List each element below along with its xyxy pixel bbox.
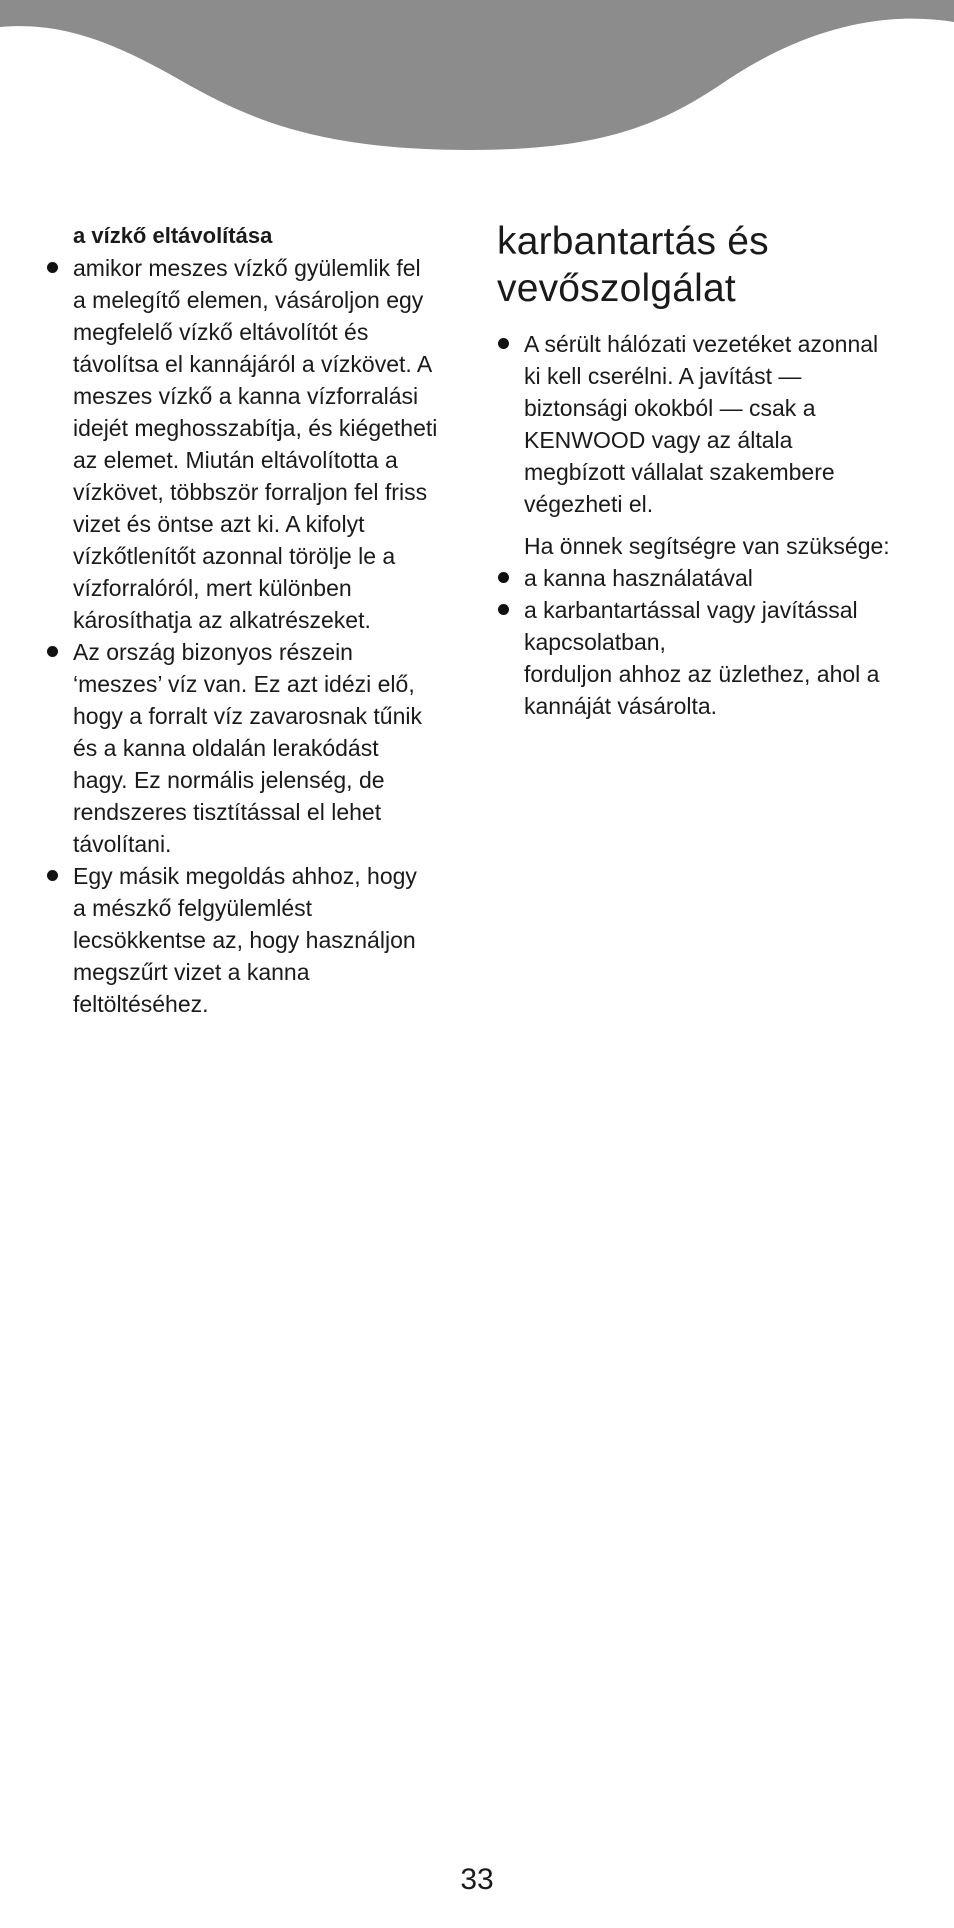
text-line: rendszeres tisztítással el lehet — [73, 799, 382, 825]
text-line: távolítani. — [73, 831, 172, 857]
text-line: megszűrt vizet a kanna — [73, 959, 310, 985]
bullet-icon — [498, 572, 509, 583]
text-line: lecsökkentse az, hogy használjon — [73, 927, 416, 953]
text-line: feltöltéséhez. — [73, 991, 209, 1017]
text-line: a karbantartással vagy javítással — [524, 597, 858, 623]
header-wave-band — [0, 0, 954, 160]
text-line: Az ország bizonyos részein — [73, 639, 353, 665]
title-line: karbantartás és — [497, 220, 769, 263]
text-line: végezheti el. — [524, 491, 654, 517]
page-title — [497, 218, 927, 312]
list-item — [46, 636, 466, 860]
left-column — [46, 220, 466, 1020]
section-subheading: a vízkő eltávolítása — [73, 223, 273, 248]
text-line: a kanna használatával — [524, 565, 753, 591]
text-line: biztonsági okokból — csak a — [524, 395, 816, 421]
bullet-icon — [498, 338, 509, 349]
bullet-icon — [498, 604, 509, 615]
text-line: hogy a forralt víz zavarosnak tűnik — [73, 703, 422, 729]
list-item — [497, 562, 927, 594]
closing-paragraph — [497, 658, 927, 722]
text-line: vízkőtlenítőt azonnal törölje le a — [73, 543, 396, 569]
text-line: idejét meghosszabítja, és kiégetheti — [73, 415, 438, 441]
page-number: 33 — [460, 1863, 494, 1896]
maintenance-bullet-list — [497, 328, 927, 520]
text-line: A sérült hálózati vezetéket azonnal — [524, 331, 879, 357]
bullet-icon — [47, 262, 58, 273]
text-line: a mészkő felgyülemlést — [73, 895, 313, 921]
text-line: kapcsolatban, — [524, 629, 666, 655]
list-item — [46, 252, 466, 636]
text-line: KENWOOD vagy az általa — [524, 427, 793, 453]
list-item — [497, 328, 927, 520]
right-column — [497, 218, 927, 722]
left-bullet-list — [46, 252, 466, 1020]
list-item — [46, 860, 466, 1020]
bullet-icon — [47, 870, 58, 881]
text-line: amikor meszes vízkő gyülemlik fel — [73, 255, 421, 281]
text-line: vízkövet, többször forraljon fel friss — [73, 479, 428, 505]
help-intro — [497, 530, 927, 562]
text-line: hagy. Ez normális jelenség, de — [73, 767, 385, 793]
list-item — [497, 594, 927, 658]
title-line: vevőszolgálat — [497, 267, 736, 310]
text-line: meszes vízkő a kanna vízforralási — [73, 383, 419, 409]
text-line: forduljon ahhoz az üzlethez, ahol a — [524, 661, 880, 687]
text-line: megbízott vállalat szakembere — [524, 459, 835, 485]
text-line: kannáját vásárolta. — [524, 693, 718, 719]
text-line: távolítsa el kannájáról a vízkövet. A — [73, 351, 433, 377]
text-line: károsíthatja az alkatrészeket. — [73, 607, 371, 633]
text-line: megfelelő vízkő eltávolítót és — [73, 319, 369, 345]
text-line: vizet és öntse azt ki. A kifolyt — [73, 511, 365, 537]
bullet-icon — [47, 646, 58, 657]
text-line: Ha önnek segítségre van szüksége: — [524, 533, 890, 559]
text-line: az elemet. Miután eltávolította a — [73, 447, 398, 473]
text-line: és a kanna oldalán lerakódást — [73, 735, 379, 761]
header-wave-shape — [0, 0, 954, 150]
text-line: ‘meszes’ víz van. Ez azt idézi elő, — [73, 671, 415, 697]
text-line: a melegítő elemen, vásároljon egy — [73, 287, 424, 313]
text-line: ki kell cserélni. A javítást — — [524, 363, 802, 389]
text-line: vízforralóról, mert különben — [73, 575, 352, 601]
help-bullet-list — [497, 562, 927, 658]
text-line: Egy másik megoldás ahhoz, hogy — [73, 863, 417, 889]
